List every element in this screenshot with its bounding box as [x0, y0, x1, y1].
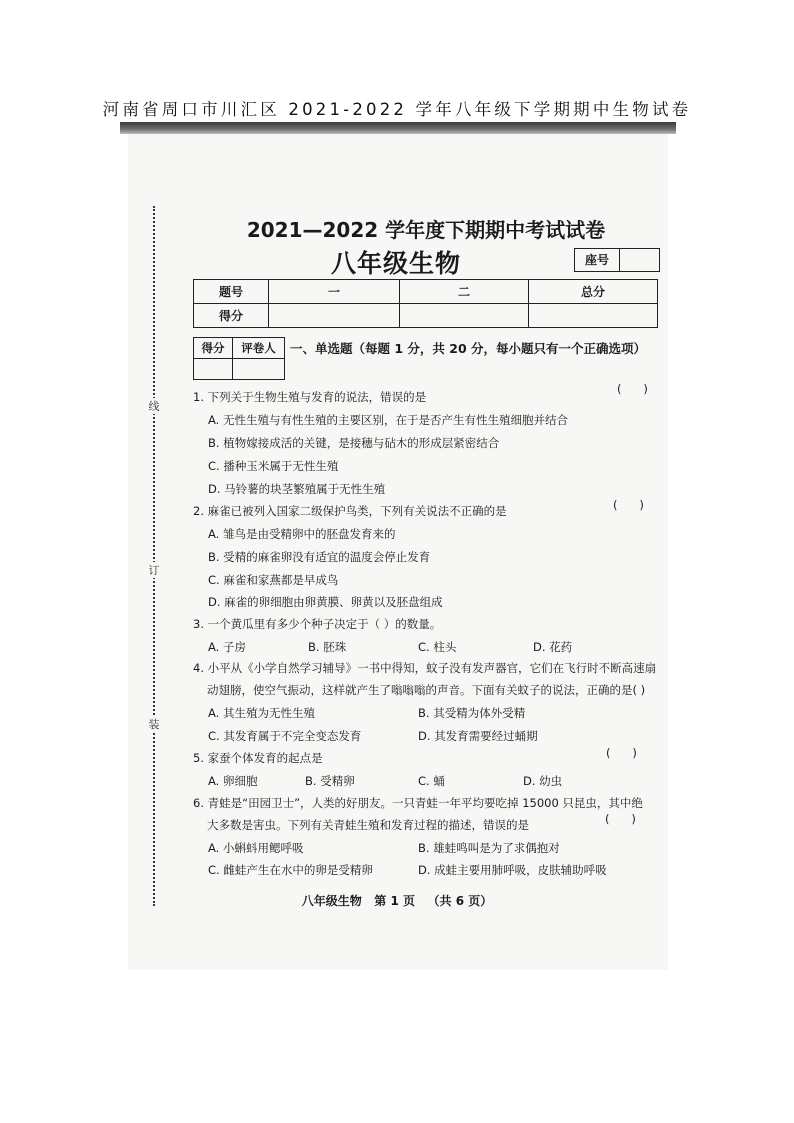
q6-option-d: D. 成蛙主要用肺呼吸，皮肤辅助呼吸	[418, 863, 607, 877]
score-row-label: 得分	[194, 304, 269, 328]
seat-value-field[interactable]	[620, 249, 659, 271]
q4-option-c: C. 其发育属于不完全变态发育	[208, 729, 362, 743]
q5-option-d: D. 幼虫	[523, 774, 563, 788]
q6-option-a: A. 小蝌蚪用鳃呼吸	[208, 841, 304, 855]
q3-option-b: B. 胚珠	[308, 640, 347, 654]
q1-option-a: A. 无性生殖与有性生殖的主要区别，在于是否产生有性生殖细胞并结合	[208, 413, 568, 427]
q5-stem: 5. 家蚕个体发育的起点是	[193, 751, 323, 765]
q3-option-d: D. 花药	[533, 640, 573, 654]
side-label-bind: 装	[146, 716, 162, 732]
seat-number-box	[574, 248, 660, 272]
q1-option-c: C. 播种玉米属于无性生殖	[208, 459, 339, 473]
exam-title: 2021—2022 学年度下期期中考试试卷	[246, 218, 606, 242]
grader-score-cell[interactable]	[194, 359, 233, 380]
seat-label: 座号	[575, 249, 620, 271]
q4-option-b: B. 其受精为体外受精	[418, 706, 526, 720]
scan-shadow-band	[120, 122, 676, 134]
q6-stem-line1: 6. 青蛙是“田园卫士”，人类的好朋友。一只青蛙一年平均要吃掉 15000 只昆虫，其中绝	[193, 796, 643, 810]
grader-name-label: 评卷人	[233, 338, 285, 359]
grader-table	[193, 337, 285, 380]
q3-option-a: A. 子房	[208, 640, 246, 654]
q2-option-a: A. 雏鸟是由受精卵中的胚盘发育来的	[208, 527, 396, 541]
subject-title: 八年级生物	[330, 249, 461, 278]
binding-dotted-line	[153, 206, 155, 906]
question-number-label: 题号	[194, 280, 269, 304]
score-table-score-row	[194, 304, 658, 328]
q1-stem: 1. 下列关于生物生殖与发育的说法，错误的是	[193, 390, 427, 404]
score-table	[193, 279, 658, 328]
grader-score-label: 得分	[194, 338, 233, 359]
q3-option-c: C. 柱头	[418, 640, 457, 654]
score-cell-total[interactable]	[529, 304, 658, 328]
q6-option-b: B. 雄蛙鸣叫是为了求偶抱对	[418, 841, 560, 855]
side-label-order: 订	[146, 562, 162, 578]
page-footer: 八年级生物 第 1 页 （共 6 页）	[301, 894, 493, 908]
document-title: 河南省周口市川汇区 2021-2022 学年八年级下学期期中生物试卷	[102, 100, 692, 119]
q5-option-b: B. 受精卵	[305, 774, 355, 788]
q5-option-a: A. 卵细胞	[208, 774, 258, 788]
q2-option-c: C. 麻雀和家燕都是早成鸟	[208, 573, 339, 587]
q2-option-b: B. 受精的麻雀卵没有适宜的温度会停止发育	[208, 550, 431, 564]
q2-answer-paren[interactable]: ( )	[613, 498, 644, 512]
q1-option-b: B. 植物嫁接成活的关键，是接穗与砧木的形成层紧密结合	[208, 436, 500, 450]
q2-option-d: D. 麻雀的卵细胞由卵黄膜、卵黄以及胚盘组成	[208, 595, 443, 609]
q4-option-d: D. 其发育需要经过蛹期	[418, 729, 538, 743]
q5-answer-paren[interactable]: ( )	[606, 746, 637, 760]
q2-stem: 2. 麻雀已被列入国家二级保护鸟类，下列有关说法不正确的是	[193, 504, 507, 518]
q5-option-c: C. 蛹	[418, 774, 445, 788]
q4-stem-line1: 4. 小平从《小学自然学习辅导》一书中得知，蚊子没有发声器官，它们在飞行时不断高速扇	[193, 661, 657, 675]
score-cell-part-2[interactable]	[400, 304, 529, 328]
column-part-2: 二	[400, 280, 529, 304]
section-heading: 一、单选题（每题 1 分，共 20 分，每小题只有一个正确选项）	[290, 341, 647, 356]
score-table-header-row	[194, 280, 658, 304]
side-label-line: 线	[146, 398, 162, 414]
q4-option-a: A. 其生殖为无性生殖	[208, 706, 315, 720]
q3-stem: 3. 一个黄瓜里有多少个种子决定于（ ）的数量。	[193, 617, 442, 631]
grader-name-cell[interactable]	[233, 359, 285, 380]
q6-stem-line2: 大多数是害虫。下列有关青蛙生殖和发育过程的描述，错误的是	[207, 818, 529, 832]
column-part-1: 一	[269, 280, 400, 304]
score-cell-part-1[interactable]	[269, 304, 400, 328]
q1-answer-paren[interactable]: ( )	[617, 382, 648, 396]
column-total: 总分	[529, 280, 658, 304]
q1-option-d: D. 马铃薯的块茎繁殖属于无性生殖	[208, 482, 386, 496]
q4-stem-line2: 动翅膀，使空气振动，这样就产生了嗡嗡嗡的声音。下面有关蚊子的说法，正确的是( )	[207, 683, 646, 697]
q6-answer-paren[interactable]: ( )	[605, 812, 636, 826]
q6-option-c: C. 雌蛙产生在水中的卵是受精卵	[208, 863, 373, 877]
